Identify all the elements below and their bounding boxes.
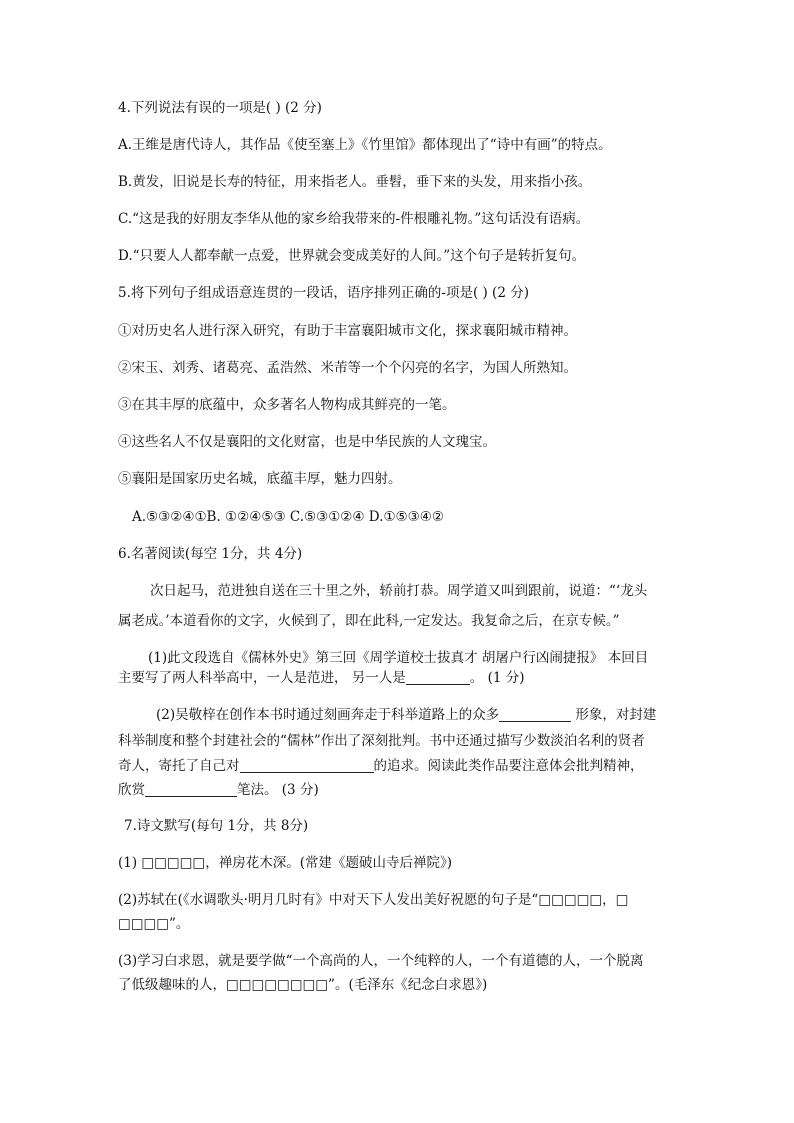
question-7-part-3-line-1: (3)学习白求恩，就是要学做“一个高尚的人，一个纯粹的人，一个有道德的人，一个脱离 <box>118 953 644 969</box>
answer-blank[interactable] <box>240 757 374 773</box>
question-6-part-2-text: (2)吴敬梓在创作本书时通过刻画奔走于科举道路上的众多 <box>156 707 500 723</box>
question-4-option-d: D.“只要人人都奉献一点爱，世界就会变成美好的人间。”这个句子是转折复句。 <box>118 248 586 264</box>
question-6-passage-line-2: 属老成。’本道看你的文字，火候到了，即在此科,一定发达。我复命之后，在京专候。” <box>118 613 620 629</box>
question-7-part-1: (1) □□□□□，禅房花木深。(常建《题破山寺后禅院》) <box>118 855 452 871</box>
question-6-part-2-line-4 <box>118 780 319 800</box>
question-4-option-a: A.王维是唐代诗人，其作品《使至塞上》《竹里馆》都体现出了“诗中有画”的特点。 <box>118 137 612 153</box>
question-5-sentence-4: ④这些名人不仅是襄阳的文化财富，也是中华民族的人文瑰宝。 <box>118 434 496 450</box>
question-6-part-2-line-2: 科举制度和整个封建社会的“儒林”作出了深刻批判。书中还通过描写少数淡泊名利的贤者 <box>118 733 645 749</box>
answer-blank[interactable] <box>406 669 470 685</box>
question-4-stem: 4.下列说法有误的一项是( ) (2 分) <box>118 100 322 116</box>
question-6-part-2-text-end: 形象，对封建 <box>571 707 657 723</box>
question-6-part-1-line-1: (1)此文段选自《儒林外史》第三回《周学道校士拔真才 胡屠户行凶闹捷报》 本回目 <box>148 650 649 666</box>
question-5-options: A.⑤③②④①B. ①②④⑤③ C.⑤③①②④ D.①⑤③④② <box>132 509 444 525</box>
answer-blank[interactable] <box>145 781 237 797</box>
question-6-part-1-points: 。 (1 分) <box>469 670 525 686</box>
question-6-part-2-line-4-text: 欣赏 <box>118 782 145 798</box>
question-5-sentence-2: ②宋玉、刘秀、诸葛亮、孟浩然、米芾等一个个闪亮的名字，为国人所熟知。 <box>118 360 577 376</box>
question-6-part-2-line-4-text-end: 笔法。 (3 分) <box>237 782 319 798</box>
question-6-stem: 6.名著阅读(每空 1分，共 4分) <box>118 546 303 562</box>
question-7-part-3-line-2: 了低级趣味的人，□□□□□□□□”。(毛泽东《纪念白求恩》) <box>118 977 488 993</box>
question-6-part-2-line-3-text: 奇人，寄托了自己对 <box>118 758 240 774</box>
answer-blank[interactable] <box>499 706 571 722</box>
question-5-sentence-1: ①对历史名人进行深入研究，有助于丰富襄阳城市文化，探求襄阳城市精神。 <box>118 323 577 339</box>
question-6-part-1-line-2 <box>118 668 525 688</box>
question-7-part-2-line-2: □□□□”。 <box>118 916 190 932</box>
question-6-part-1-text: 主要写了两人科举高中，一人是范进， 另一人是 <box>118 670 406 686</box>
question-4-option-c: C.“这是我的好朋友李华从他的家乡给我带来的-件根雕礼物。”这句话没有语病。 <box>118 211 590 227</box>
question-5-sentence-5: ⑤襄阳是国家历史名城，底蕴丰厚，魅力四射。 <box>118 471 402 487</box>
question-7-part-2-line-1: (2)苏轼在(《水调歌头·明月几时有》中对天下人发出美好祝愿的句子是“□□□□□，□ <box>118 892 629 908</box>
question-5-sentence-3: ③在其丰厚的底蕴中，众多著名人物构成其鲜亮的一笔。 <box>118 397 456 413</box>
question-6-passage-line-1: 次日起马，范进独自送在三十里之外，轿前打恭。周学道又叫到跟前，说道：“‘龙头 <box>150 583 648 599</box>
question-6-part-2-line-3 <box>118 756 644 776</box>
question-4-option-b: B.黄发，旧说是长寿的特征，用来指老人。垂髫，垂下来的头发，用来指小孩。 <box>118 174 592 190</box>
question-6-part-2-line-3-text-end: 的追求。阅读此类作品要注意体会批判精神， <box>373 758 644 774</box>
question-5-stem: 5.将下列句子组成语意连贯的一段话，语序排列正确的-项是( ) (2 分) <box>118 285 529 301</box>
question-7-stem: 7.诗文默写(每句 1分，共 8分) <box>124 818 309 834</box>
question-6-part-2-line-1 <box>156 705 656 725</box>
